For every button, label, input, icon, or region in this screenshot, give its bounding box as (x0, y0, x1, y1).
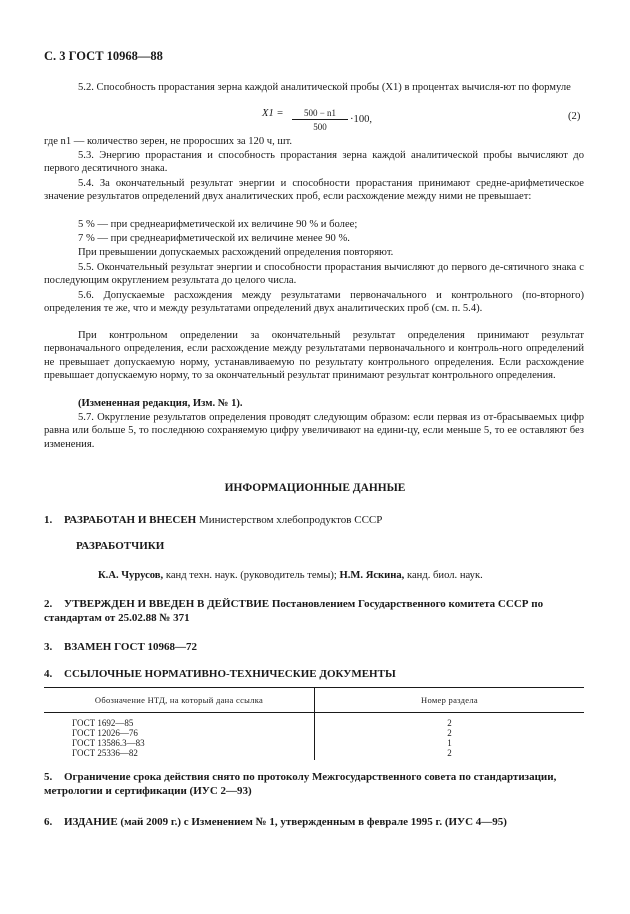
item-bold: ИЗДАНИЕ (64, 816, 118, 828)
info-item-6 (44, 815, 592, 829)
info-item-4 (44, 667, 592, 681)
item-number: 6. (44, 816, 53, 828)
item-rest: Министерством хлебопродуктов СССР (198, 514, 383, 526)
references-table (44, 687, 584, 760)
paragraph-5-7: 5.7. Округление результатов определения проводят следующим образом: если первая из от-брасываемых цифр равна или больше 5, то последнюю сохраняемую цифру увеличивают на едини-цу, если меньше 5, то ее оставляют без изменения. (44, 412, 584, 450)
developers-line (98, 569, 630, 583)
paragraph-5-6-a: При контрольном определении за окончательный результат определения принимают результат первоначального определения, если расхождение между результатами первоначального и контроль-ного определений не превышает допускаемую норму, устанавливаемую по результату контрольного определения. Если расхождение превышает допускаемую норму, то за окончательный результат принимают результат контрольного определения. (44, 330, 584, 382)
table-cell-section: 2 (447, 728, 452, 738)
item-number: 3. (44, 641, 53, 653)
table-row (44, 713, 584, 729)
item-number: 4. (44, 668, 53, 680)
paragraph-5-6: 5.6. Допускаемые расхождения между результатами первоначального и контрольного (по-вторного) определения те же, что и между результатами определений двух аналитических проб (см. п. 5.4). (44, 290, 584, 315)
paragraph-5-3: 5.3. Энергию прорастания и способность прорастания зерна каждой аналитической пробы вычисляют до первого десятичного знака. (44, 150, 584, 175)
item-number: 5. (44, 771, 53, 783)
item-bold: Ограничение срока действия снято по протоколу Межгосударственного совета по стандартизации, метрологии и сертификации (ИУС 2—93) (44, 771, 557, 797)
table-cell-section: 2 (447, 748, 452, 758)
table-cell-doc: ГОСТ 13586.3—83 (44, 738, 315, 748)
paragraph-5-2: 5.2. Способность прорастания зерна каждой аналитической пробы (X1) в процентах вычисля-ют по формуле (78, 82, 571, 93)
table-row (44, 728, 584, 738)
info-item-2 (44, 597, 592, 625)
item-bold: УТВЕРЖДЕН И ВВЕДЕН В ДЕЙСТВИЕ (64, 598, 270, 610)
page-header: С. 3 ГОСТ 10968—88 (44, 49, 163, 63)
table-cell-doc: ГОСТ 1692—85 (44, 713, 315, 729)
developer-2-name: Н.М. Яскина, (339, 570, 405, 581)
table-header-document: Обозначение НТД, на который дана ссылка (44, 688, 315, 713)
developers-title: РАЗРАБОТЧИКИ (76, 540, 165, 552)
formula-where: где n1 — количество зерен, не проросших за 120 ч, шт. (44, 136, 293, 147)
paragraph-5-4-c: При превышении допускаемых расхождений определения повторяют. (78, 247, 394, 258)
formula-lhs: X1 = (262, 108, 284, 119)
table-header-section: Номер раздела (315, 688, 585, 713)
item-number: 1. (44, 514, 53, 526)
item-bold: ССЫЛОЧНЫЕ НОРМАТИВНО-ТЕХНИЧЕСКИЕ ДОКУМЕНТЫ (64, 668, 396, 680)
formula-denominator: 500 (313, 122, 327, 132)
item-bold: ВЗАМЕН ГОСТ 10968—72 (64, 641, 198, 653)
table-row (44, 748, 584, 760)
table-cell-doc: ГОСТ 12026—76 (44, 728, 315, 738)
info-item-1 (44, 513, 592, 527)
developer-2-info: канд. биол. наук. (406, 570, 483, 581)
table-cell-section: 2 (447, 718, 452, 728)
info-item-5 (44, 770, 592, 798)
developer-1-name: К.А. Чурусов, (98, 570, 164, 581)
paragraph-5-4-a: 5 % — при среднеарифметической их величине 90 % и более; (78, 219, 358, 230)
info-item-3 (44, 640, 592, 654)
table-row (44, 738, 584, 748)
formula-fraction (292, 108, 348, 132)
section-title-info: ИНФОРМАЦИОННЫЕ ДАННЫЕ (224, 482, 406, 494)
item-rest: Постановлением Государственного комитета СССР по стандартам от 25.02.88 № 371 (44, 598, 544, 624)
equation-number: (2) (568, 111, 581, 122)
paragraph-5-4: 5.4. За окончательный результат энергии и способности прорастания принимают средне-арифметическое значение результатов определений двух аналитических проб, если расхождение между ними не превышает: (44, 178, 584, 203)
item-bold: РАЗРАБОТАН И ВНЕСЕН (64, 514, 197, 526)
developer-1-info: канд техн. наук. (руководитель темы); (165, 570, 337, 581)
table-cell-section: 1 (447, 738, 452, 748)
formula-multiplier: ·100, (350, 114, 373, 125)
paragraph-5-5: 5.5. Окончательный результат энергии и способности прорастания вычисляют до первого де-сятичного знака с последующим округлением результата до целого числа. (44, 262, 584, 287)
formula-numerator: 500 − n1 (292, 108, 348, 120)
table-cell-doc: ГОСТ 25336—82 (44, 748, 315, 760)
item-rest: (май 2009 г.) с Изменением № 1, утвержденным в феврале 1995 г. (ИУС 4—95) (120, 816, 507, 828)
paragraph-5-4-b: 7 % — при среднеарифметической их величине менее 90 %. (78, 233, 350, 244)
revision-note: (Измененная редакция, Изм. № 1). (78, 398, 243, 409)
item-number: 2. (44, 598, 53, 610)
